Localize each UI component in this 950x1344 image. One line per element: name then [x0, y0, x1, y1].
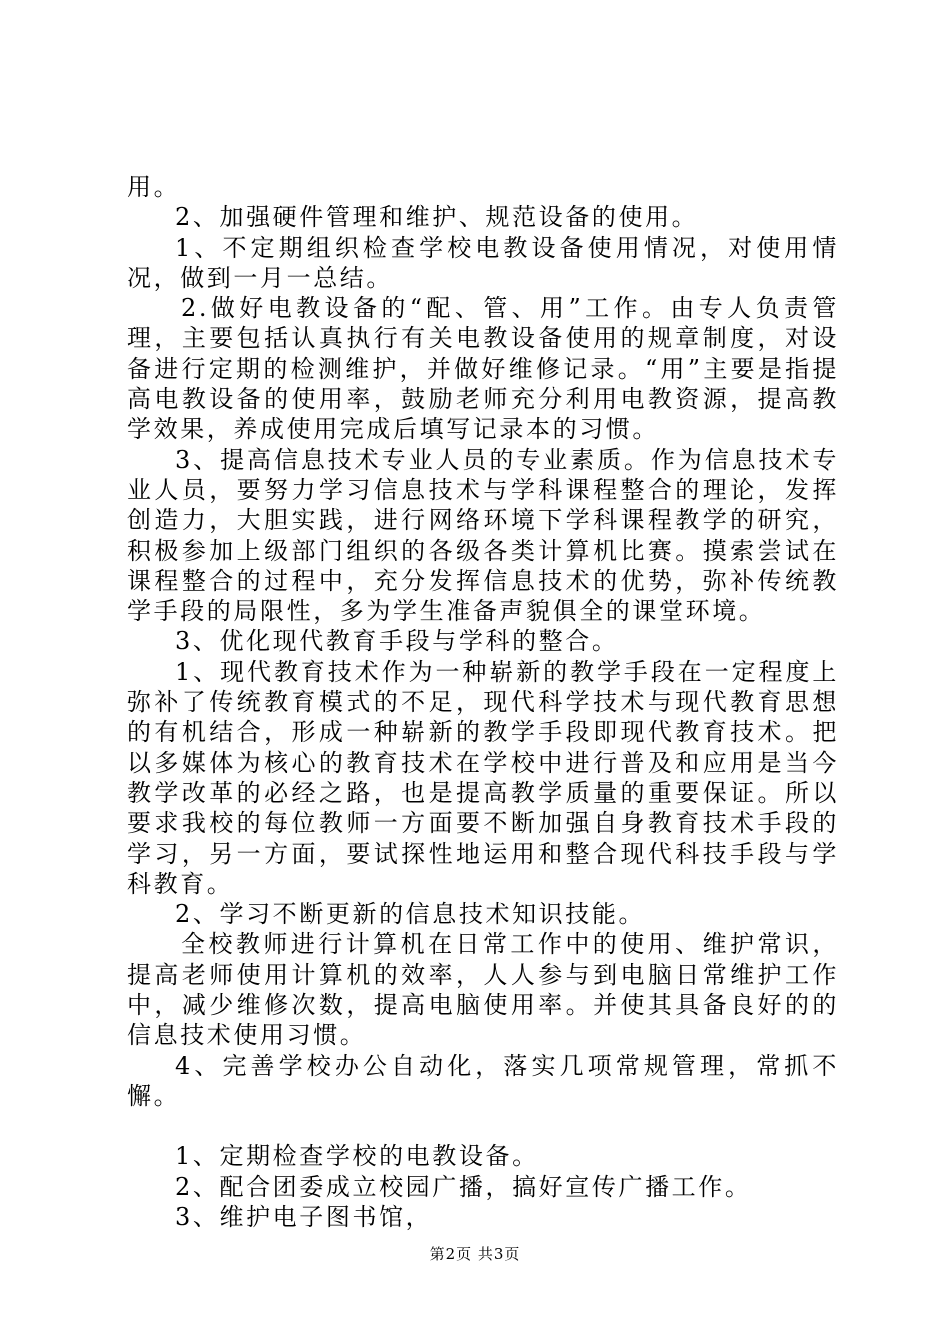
paragraph-8: 2、学习不断更新的信息技术知识技能。	[175, 900, 646, 929]
paragraph-gap	[127, 1111, 839, 1141]
document-body	[127, 172, 839, 1232]
paragraph-9: 全校教师进行计算机在日常工作中的使用、维护常识，提高老师使用计算机的效率，人人参与到电脑日常维护工作中，减少维修次数，提高电脑使用率。并使其具备良好的的信息技术使用习惯。	[127, 930, 839, 1050]
paragraph-5: 3、提高信息技术专业人员的专业素质。作为信息技术专业人员，要努力学习信息技术与学科课程整合的理论，发挥创造力，大胆实践，进行网络环境下学科课程教学的研究，积极参加上级部门组织的各级各类计算机比赛。摸索尝试在课程整合的过程中，充分发挥信息技术的优势，弥补传统教学手段的局限性，多为学生准备声貌俱全的课堂环境。	[127, 445, 839, 626]
paragraph-7: 1、现代教育技术作为一种崭新的教学手段在一定程度上弥补了传统教育模式的不足，现代科学技术与现代教育思想的有机结合，形成一种崭新的教学手段即现代教育技术。把以多媒体为核心的教育技术在学校中进行普及和应用是当今教学改革的必经之路，也是提高教学质量的重要保证。所以要求我校的每位教师一方面要不断加强自身教育技术手段的学习，另一方面，要试探性地运用和整合现代科技手段与学科教育。	[127, 657, 839, 898]
paragraph-1: 用。	[127, 173, 181, 201]
paragraph-13: 3、维护电子图书馆，	[175, 1202, 433, 1231]
paragraph-10: 4、完善学校办公自动化，落实几项常规管理，常抓不懈。	[127, 1051, 839, 1110]
paragraph-2: 2、加强硬件管理和维护、规范设备的使用。	[175, 203, 699, 232]
paragraph-11: 1、定期检查学校的电教设备。	[175, 1142, 539, 1171]
paragraph-4: 2.做好电教设备的“配、管、用”工作。由专人负责管理，主要包括认真执行有关电教设备使用的规章制度，对设备进行定期的检测维护，并做好维修记录。“用”主要是指提高电教设备的使用率，鼓励老师充分利用电教资源，提高教学效果，养成使用完成后填写记录本的习惯。	[127, 294, 839, 444]
page-footer: 第2页 共3页	[429, 1245, 521, 1263]
paragraph-6: 3、优化现代教育手段与学科的整合。	[175, 627, 619, 656]
paragraph-3: 1、不定期组织检查学校电教设备使用情况，对使用情况，做到一月一总结。	[127, 233, 839, 292]
paragraph-12: 2、配合团委成立校园广播，搞好宣传广播工作。	[175, 1172, 752, 1201]
